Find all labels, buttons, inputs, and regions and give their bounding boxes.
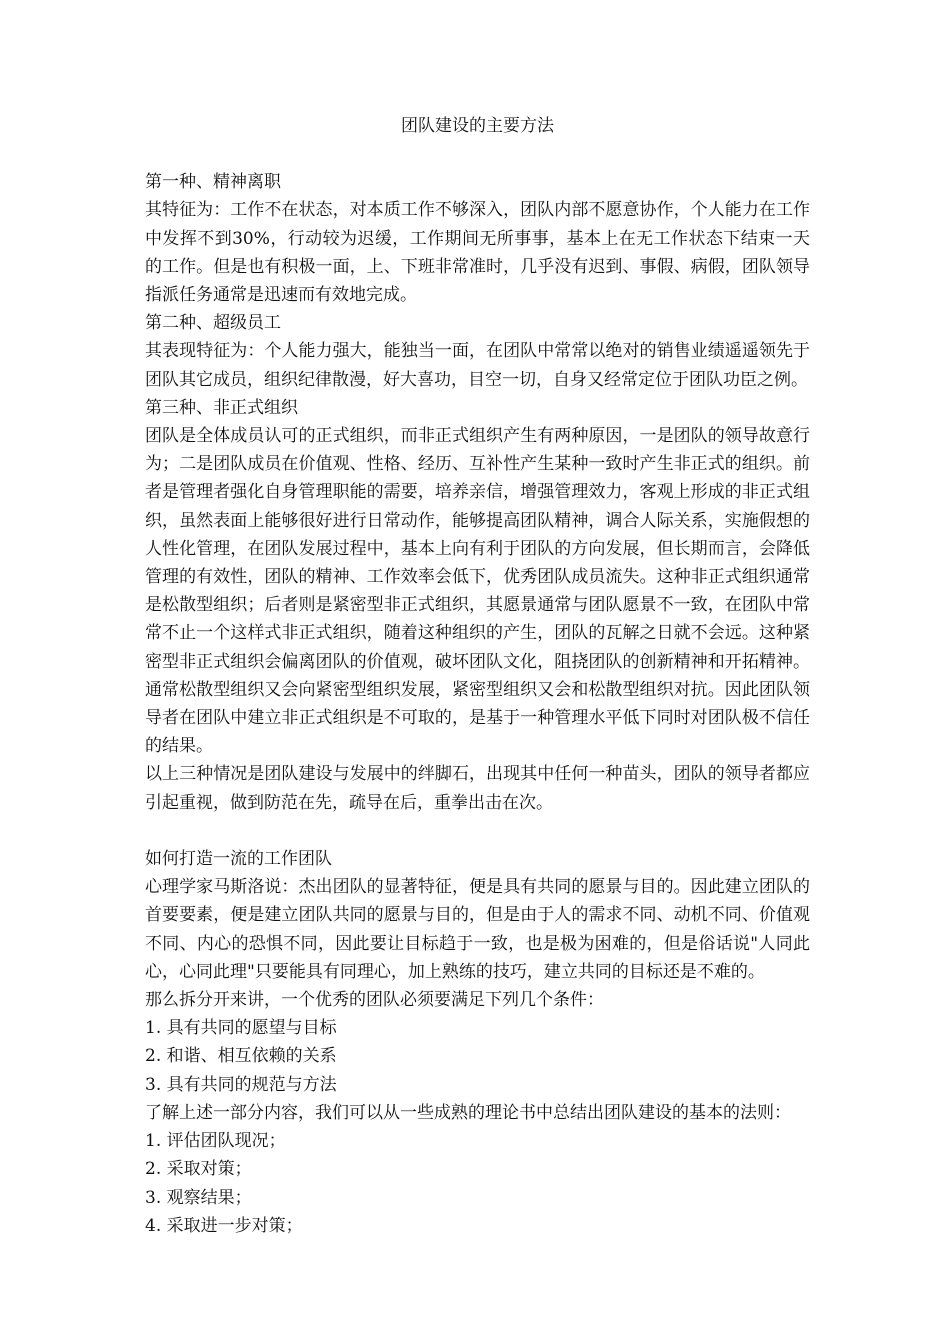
paragraph-rules-intro: 了解上述一部分内容，我们可以从一些成熟的理论书中总结出团队建设的基本的法则： — [145, 1102, 791, 1123]
list-item-rule: 1. 评估团队现况； — [145, 1131, 286, 1152]
list-item-rule: 3. 观察结果； — [145, 1187, 252, 1208]
paragraph-informal-organization: 团队是全体成员认可的正式组织，而非正式组织产生有两种原因，一是团队的领导故意行为；二是团队成员在价值观、性格、经历、互补性产生某种一致时产生非正式的组织。前者是管理者强化自身管理职能的需要，培养亲信，增强管理效力，客观上形成的非正式组织，虽然表面上能够很好进行日常动作，能够提高团队精神，调合人际关系，实施假想的人性化管理，在团队发展过程中，基本上向有利于团队的方向发展，但长期而言，会降低管理的有效性，团队的精神、工作效率会低下，优秀团队成员流失。这种非正式组织通常是松散型组织；后者则是紧密型非正式组织，其愿景通常与团队愿景不一致，在团队中常常不止一个这样式非正式组织，随着这种组织的产生，团队的瓦解之日就不会远。这种紧密型非正式组织会偏离团队的价值观，破坏团队文化，阻挠团队的创新精神和开拓精神。通常松散型组织又会向紧密型组织发展，紧密型组织又会和松散型组织对抗。因此团队领导者在团队中建立非正式组织是不可取的，是基于一种管理水平低下同时对团队极不信任的结果。 — [145, 426, 810, 757]
list-item-rule: 4. 采取进一步对策； — [145, 1215, 303, 1236]
list-item-condition: 3. 具有共同的规范与方法 — [145, 1074, 337, 1095]
paragraph-super-employee: 其表现特征为：个人能力强大，能独当一面，在团队中常常以绝对的销售业绩遥遥领先于团队其它成员，组织纪律散漫，好大喜功，目空一切，自身又经常定位于团队功臣之例。 — [145, 341, 810, 390]
paragraph-maslow: 心理学家马斯洛说：杰出团队的显著特征，便是具有共同的愿景与目的。因此建立团队的首要要素，便是建立团队共同的愿景与目的，但是由于人的需求不同、动机不同、价值观不同、内心的恐惧不同，因此要让目标趋于一致，也是极为困难的，但是俗话说"人同此心，心同此理"只要能具有同理心，加上熟练的技巧，建立共同的目标还是不难的。 — [145, 877, 810, 982]
paragraph-conditions-intro: 那么拆分开来讲，一个优秀的团队必须要满足下列几个条件： — [145, 990, 604, 1011]
document-page — [145, 112, 810, 1240]
list-item-rule: 2. 采取对策； — [145, 1159, 252, 1180]
section-heading-first-class-team: 如何打造一流的工作团队 — [145, 849, 332, 870]
section-heading-spiritual-resignation: 第一种、精神离职 — [145, 172, 281, 193]
section-heading-super-employee: 第二种、超级员工 — [145, 313, 281, 334]
paragraph-summary: 以上三种情况是团队建设与发展中的绊脚石，出现其中任何一种苗头，团队的领导者都应引起重视，做到防范在先，疏导在后，重拳出击在次。 — [145, 764, 810, 813]
document-title: 团队建设的主要方法 — [401, 116, 554, 136]
list-item-condition: 2. 和谐、相互依赖的关系 — [145, 1046, 337, 1067]
blank-line — [145, 817, 810, 845]
section-heading-informal-organization: 第三种、非正式组织 — [145, 397, 298, 418]
list-item-condition: 1. 具有共同的愿望与目标 — [145, 1018, 337, 1039]
paragraph-spiritual-resignation: 其特征为：工作不在状态，对本质工作不够深入，团队内部不愿意协作，个人能力在工作中发挥不到30%，行动较为迟缓，工作期间无所事事，基本上在无工作状态下结束一天的工作。但是也有积极一面，上、下班非常准时，几乎没有迟到、事假、病假，团队领导指派任务通常是迅速而有效地完成。 — [145, 200, 810, 306]
